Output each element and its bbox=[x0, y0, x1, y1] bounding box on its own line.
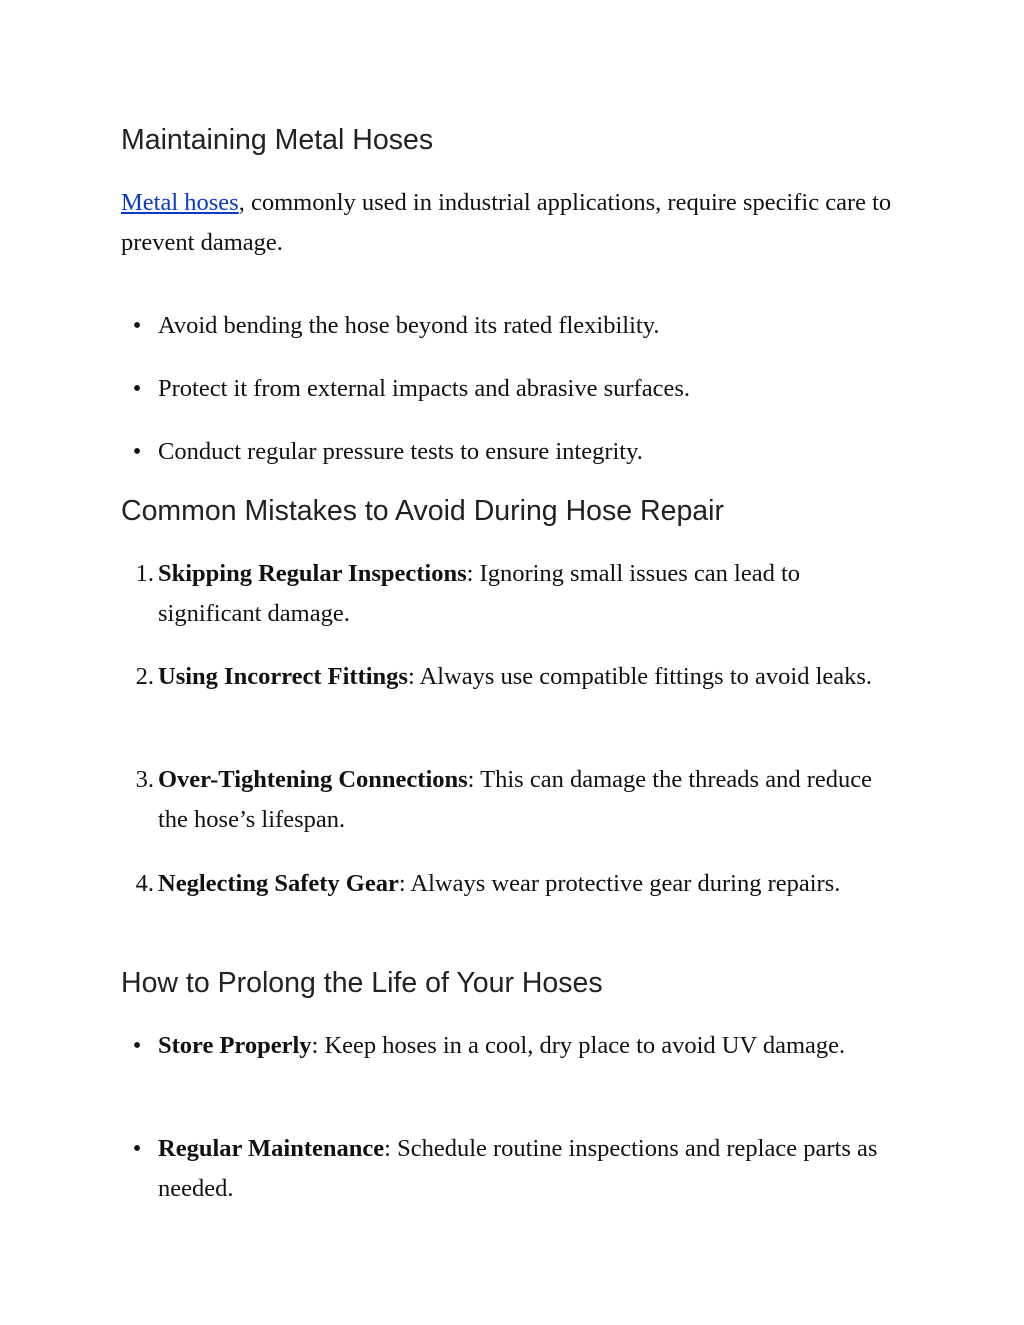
list-item bbox=[121, 1129, 911, 1209]
list-item bbox=[121, 369, 911, 409]
item-term: Skipping Regular Inspections bbox=[158, 560, 467, 587]
list-number: 3. bbox=[135, 766, 154, 793]
item-term: Using Incorrect Fittings bbox=[158, 663, 408, 690]
bullet-marker: • bbox=[132, 312, 142, 339]
bullet-marker: • bbox=[132, 1032, 142, 1059]
bullet-marker: • bbox=[132, 375, 142, 402]
item-description: : Always use compatible fittings to avoid leaks. bbox=[407, 663, 873, 690]
item-term: Store Properly bbox=[158, 1032, 312, 1059]
list-item bbox=[121, 657, 911, 697]
item-description: : Ignoring small issues can lead to significant damage. bbox=[158, 560, 801, 627]
list-number: 2. bbox=[135, 663, 154, 690]
item-term: Regular Maintenance bbox=[158, 1135, 385, 1162]
heading-prolong-life: How to Prolong the Life of Your Hoses bbox=[121, 967, 603, 999]
list-item bbox=[121, 554, 911, 634]
heading-common-mistakes: Common Mistakes to Avoid During Hose Repair bbox=[121, 495, 724, 527]
item-term: Over-Tightening Connections bbox=[158, 766, 468, 793]
item-description: : Always wear protective gear during repairs. bbox=[398, 870, 841, 897]
item-description: : Keep hoses in a cool, dry place to avoid UV damage. bbox=[311, 1032, 846, 1059]
bullet-marker: • bbox=[132, 1135, 142, 1162]
list-item bbox=[121, 864, 911, 904]
list-item-text: Avoid bending the hose beyond its rated flexibility. bbox=[158, 312, 660, 339]
bullet-marker: • bbox=[132, 438, 142, 465]
list-item bbox=[121, 306, 911, 346]
item-description: : This can damage the threads and reduce the hose’s lifespan. bbox=[158, 766, 872, 833]
intro-text: , commonly used in industrial applications, require specific care to prevent damage. bbox=[121, 189, 892, 256]
list-item-text: Protect it from external impacts and abrasive surfaces. bbox=[158, 375, 690, 402]
item-description: : Schedule routine inspections and replace parts as needed. bbox=[158, 1135, 878, 1202]
list-item bbox=[121, 432, 911, 472]
list-number: 4. bbox=[135, 870, 154, 897]
heading-maintaining-metal-hoses: Maintaining Metal Hoses bbox=[121, 124, 434, 156]
metal-hoses-link[interactable]: Metal hoses bbox=[121, 189, 239, 216]
intro-paragraph bbox=[121, 183, 906, 263]
list-item bbox=[121, 760, 911, 840]
list-item-text: Conduct regular pressure tests to ensure integrity. bbox=[158, 438, 643, 465]
item-term: Neglecting Safety Gear bbox=[158, 870, 399, 897]
list-item bbox=[121, 1026, 911, 1066]
list-number: 1. bbox=[135, 560, 154, 587]
